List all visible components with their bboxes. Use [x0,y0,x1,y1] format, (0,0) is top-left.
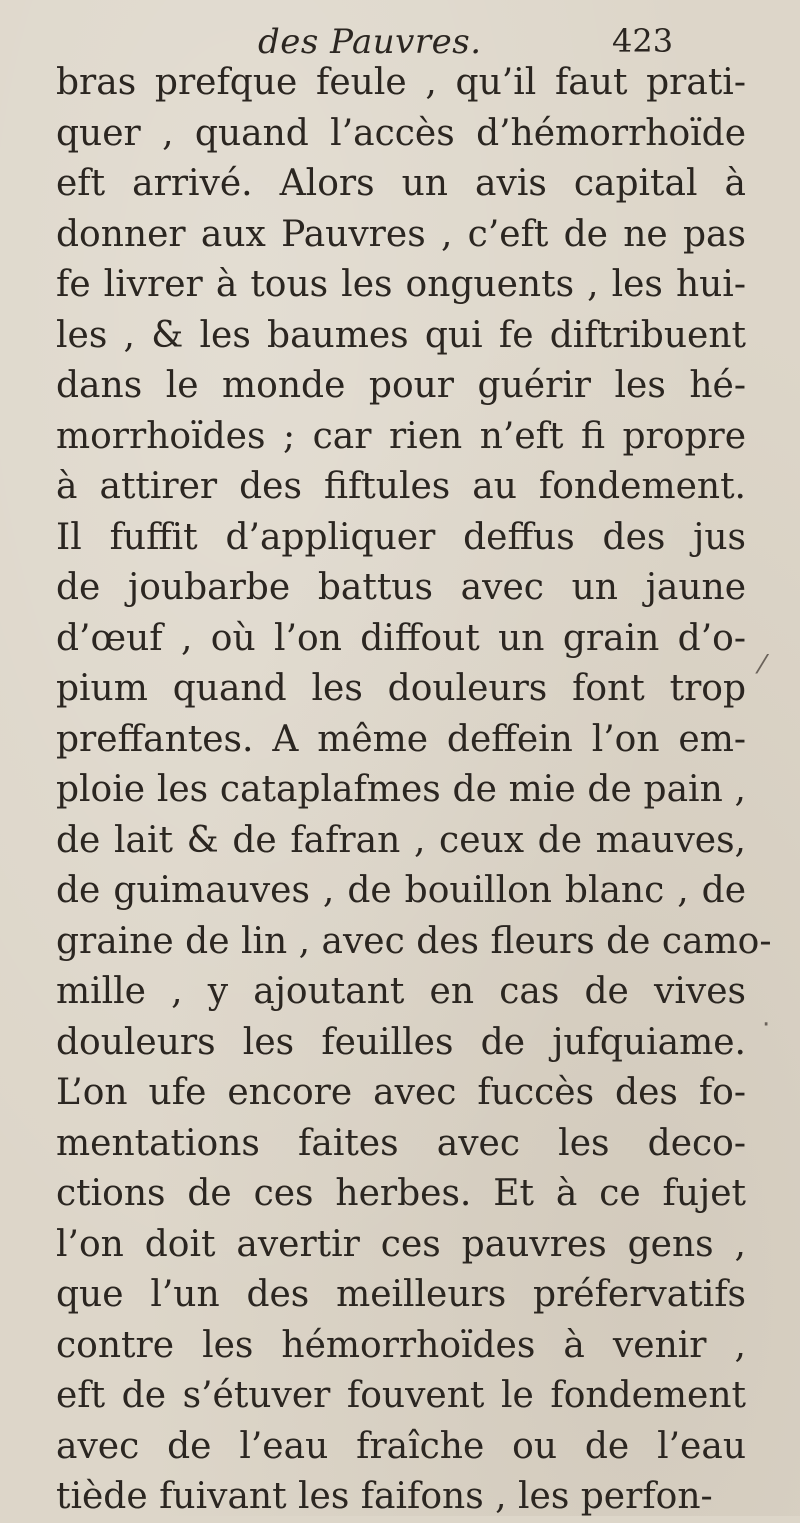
text-line: bras prefque feule , qu’il faut prati- [56,62,746,103]
text-line: pium quand les douleurs font trop [56,668,746,709]
text-line: morrhoïdes ; car rien n’eft fi propre [56,415,746,457]
text-line: ploie les cataplafmes de mie de pain , [56,769,746,810]
margin-mark: · [762,1010,771,1040]
text-line: fe livrer à tous les onguents , les hui- [56,264,746,305]
text-line: graine de lin , avec des fleurs de camo- [56,920,772,962]
text-line: de guimauves , de bouillon blanc , de [56,870,746,911]
text-line: l’on doit avertir ces pauvres gens , [56,1223,746,1265]
text-line: de lait & de fafran , ceux de mauves, [56,819,746,861]
text-line: à attirer des fiftules au fondement. [56,466,746,507]
text-line: dans le monde pour guérir les hé- [56,365,746,406]
text-line: tiède fuivant les faifons , les perfon- [56,1476,713,1517]
text-line: contre les hémorrhoïdes à venir , [56,1324,746,1366]
text-line: avec de l’eau fraîche ou de l’eau [56,1425,746,1467]
text-line: quer , quand l’accès d’hémorrhoïde [56,112,746,154]
text-line: preffantes. A même deffein l’on em- [56,718,746,760]
text-line: les , & les baumes qui fe diftribuent [56,314,746,356]
text-line: d’œuf , où l’on diffout un grain d’o- [56,617,746,659]
text-line: mille , y ajoutant en cas de vives [56,971,746,1012]
page-number: 423 [612,22,674,60]
text-line: de joubarbe battus avec un jaune [56,567,746,608]
text-line: Il fuffit d’appliquer deffus des jus [56,516,746,558]
text-line: que l’un des meilleurs préfervatifs [56,1274,746,1315]
body-text [56,58,772,1523]
margin-mark: ⁄ [760,650,765,680]
text-line: donner aux Pauvres , c’eft de ne pas [56,213,746,255]
text-line: eft arrivé. Alors un avis capital à [56,163,746,204]
text-line: ctions de ces herbes. Et à ce fujet [56,1173,746,1214]
text-line: mentations faites avec les deco- [56,1122,746,1164]
text-line: L’on ufe encore avec fuccès des fo- [56,1072,746,1113]
running-title: des Pauvres. [258,22,482,62]
text-line: douleurs les feuilles de jufquiame. [56,1021,746,1063]
text-line: eft de s’étuver fouvent le fondement [56,1375,746,1416]
